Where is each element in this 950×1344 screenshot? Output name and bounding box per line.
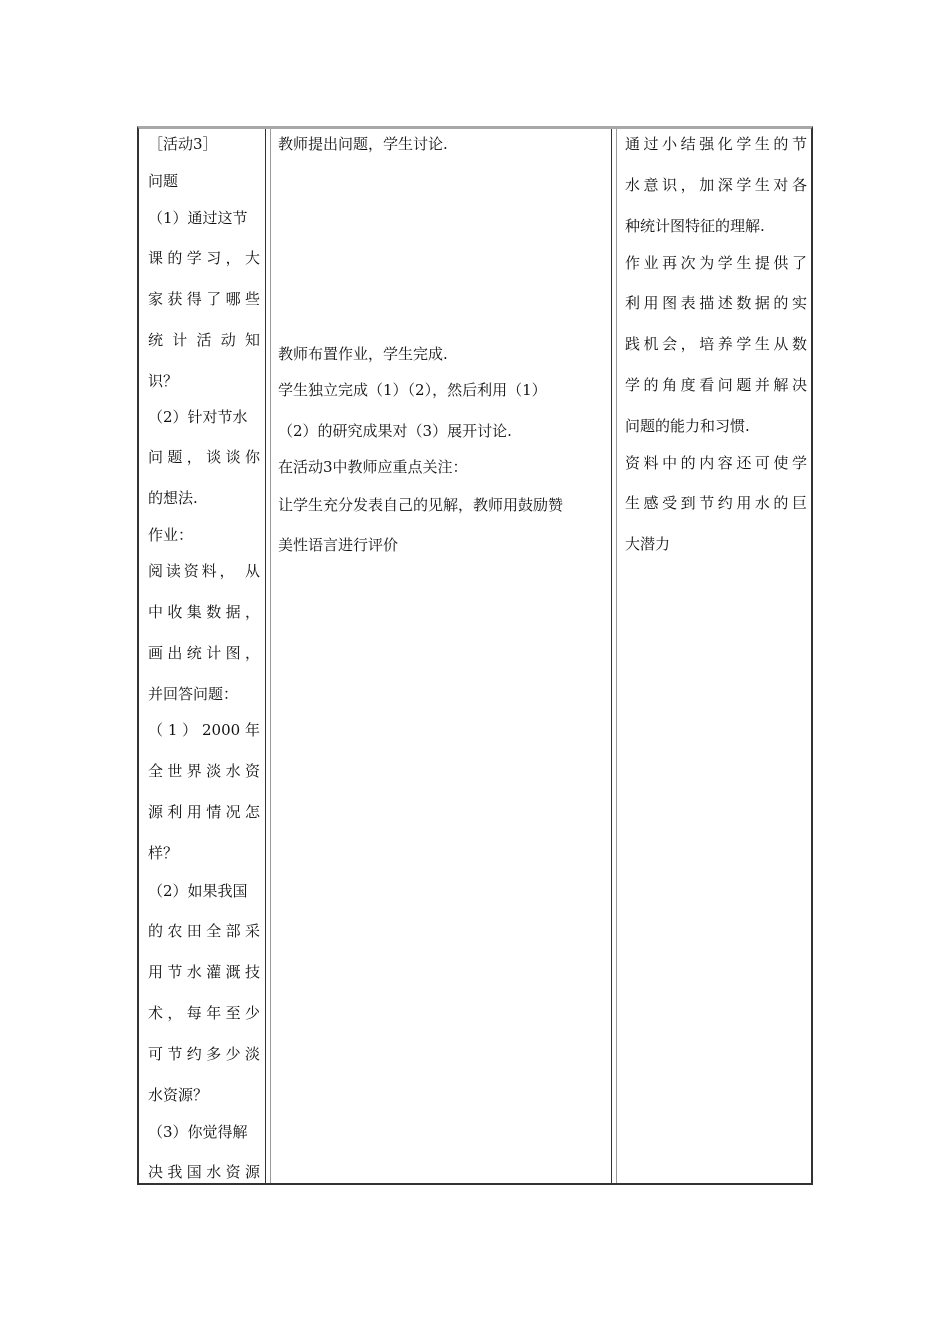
lesson-plan-table <box>137 126 813 1185</box>
activity-line: 统计活动知 <box>148 331 260 349</box>
intent-line: 践机会，培养学生从数 <box>625 335 807 353</box>
activity-line: 画出统计图， <box>148 644 260 662</box>
activity-column <box>139 129 267 1183</box>
activity-line: （1）通过这节 <box>148 209 248 227</box>
activity-line: 术，每年至少 <box>148 1004 260 1022</box>
intent-line: 通过小结强化学生的节 <box>625 135 807 153</box>
activity-line: 全世界淡水资 <box>148 762 260 780</box>
activity-line: 用节水灌溉技 <box>148 963 260 981</box>
activity-line: 课的学习，大 <box>148 249 260 267</box>
activity-line: 的农田全部采 <box>148 922 260 940</box>
activity-line: 源利用情况怎 <box>148 803 260 821</box>
activity-line: （2）如果我国 <box>148 882 248 900</box>
activity-line: 作业： <box>148 526 194 544</box>
intent-line: 大潜力 <box>625 535 671 553</box>
activity-line: 的想法. <box>148 489 198 507</box>
teacher-line: 美性语言进行评价 <box>278 536 399 554</box>
intent-line: 水意识，加深学生对各 <box>625 176 807 194</box>
activity-line: 问题，谈谈你 <box>148 448 260 466</box>
intent-line: 学的角度看问题并解决 <box>625 376 807 394</box>
teacher-line: 学生独立完成（1）（2），然后利用（1） <box>278 381 547 399</box>
intent-column <box>617 129 811 1183</box>
activity-line: 样？ <box>148 844 179 862</box>
intent-line: 作业再次为学生提供了 <box>625 254 807 272</box>
activity-line: 并回答问题： <box>148 685 239 703</box>
intent-line: 问题的能力和习惯. <box>625 417 750 435</box>
teacher-line: 让学生充分发表自己的见解，教师用鼓励赞 <box>278 496 564 514</box>
teacher-line: 教师提出问题，学生讨论. <box>278 135 448 153</box>
intent-line: 生感受到节约用水的巨 <box>625 494 807 512</box>
activity-line: 阅读资料， 从 <box>148 562 260 580</box>
activity-line: （3）你觉得解 <box>148 1123 248 1141</box>
activity-line: 中收集数据， <box>148 603 260 621</box>
activity-line: 问题 <box>148 172 179 190</box>
activity-line: 水资源？ <box>148 1086 209 1104</box>
teacher-line: （2）的研究成果对（3）展开讨论. <box>278 422 512 440</box>
intent-line: 种统计图特征的理解. <box>625 217 765 235</box>
activity-line: 识？ <box>148 372 179 390</box>
teacher-line: 在活动3中教师应重点关注： <box>278 458 468 476</box>
activity-line: ［活动3］ <box>148 135 218 153</box>
activity-line: （1）2000年 <box>148 721 260 739</box>
teacher-line: 教师布置作业，学生完成. <box>278 345 448 363</box>
activity-line: 可节约多少淡 <box>148 1045 260 1063</box>
intent-line: 利用图表描述数据的实 <box>625 294 807 312</box>
activity-line: 家获得了哪些 <box>148 290 260 308</box>
activity-line: 决我国水资源 <box>148 1163 260 1181</box>
intent-line: 资料中的内容还可使学 <box>625 454 807 472</box>
activity-line: （2）针对节水 <box>148 408 248 426</box>
teacher-column <box>271 129 613 1183</box>
